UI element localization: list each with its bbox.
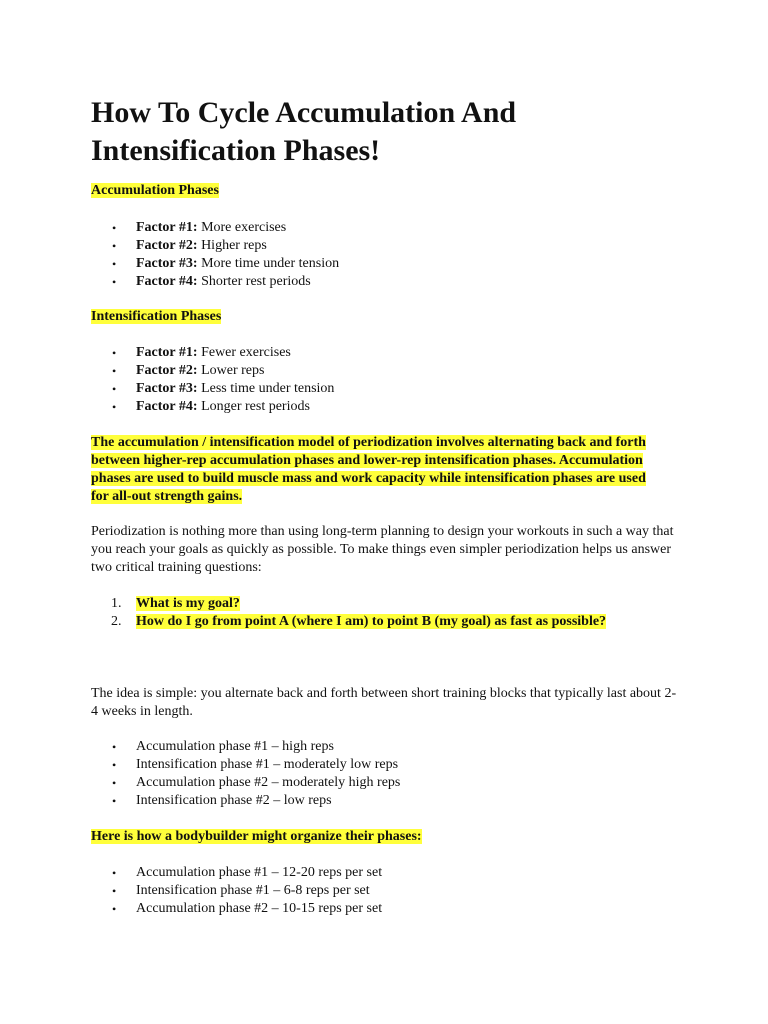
accumulation-heading-text: Accumulation Phases	[91, 183, 219, 198]
question-text: What is my goal?	[136, 596, 240, 611]
bodybuilder-heading	[91, 828, 422, 846]
bullet-icon: •	[112, 740, 117, 754]
bullet-icon: •	[112, 884, 117, 898]
phase-text: Intensification phase #1 – moderately low reps	[136, 757, 399, 772]
summary-paragraph	[91, 434, 651, 506]
phase-text: Accumulation phase #2 – moderately high reps	[136, 775, 401, 790]
factor-text: Higher reps	[201, 238, 267, 253]
list-item	[91, 882, 382, 900]
bullet-icon: •	[112, 275, 117, 289]
periodization-paragraph: Periodization is nothing more than using long-term planning to design your workouts in such a way that you reach your goals as quickly as possible. To make things even simpler periodization helps us answer two critical training questions:	[91, 524, 674, 575]
factor-label: Factor #2:	[136, 363, 198, 378]
bullet-icon: •	[112, 794, 117, 808]
factor-label: Factor #3:	[136, 256, 198, 271]
bodybuilder-heading-text: Here is how a bodybuilder might organize their phases:	[91, 829, 422, 844]
list-number: 1.	[111, 596, 122, 611]
factor-text: Fewer exercises	[201, 345, 291, 360]
phases-list	[91, 738, 400, 810]
phase-text: Intensification phase #2 – low reps	[136, 793, 332, 808]
factor-text: Less time under tension	[201, 381, 335, 396]
factor-label: Factor #1:	[136, 345, 198, 360]
bullet-icon: •	[112, 257, 117, 271]
bullet-icon: •	[112, 239, 117, 253]
list-item	[91, 273, 339, 291]
intensification-factor-list	[91, 344, 334, 416]
bullet-icon: •	[112, 346, 117, 360]
factor-text: Shorter rest periods	[201, 274, 311, 289]
intensification-heading-text: Intensification Phases	[91, 309, 222, 324]
list-item	[91, 792, 400, 810]
list-item	[91, 380, 334, 398]
bullet-icon: •	[112, 758, 117, 772]
accumulation-factor-list	[91, 219, 339, 291]
list-item	[91, 900, 382, 918]
bullet-icon: •	[112, 364, 117, 378]
factor-text: Lower reps	[201, 363, 265, 378]
bullet-icon: •	[112, 400, 117, 414]
bullet-icon: •	[112, 902, 117, 916]
list-item	[91, 756, 400, 774]
factor-text: More time under tension	[201, 256, 340, 271]
list-item	[91, 362, 334, 380]
question-text: How do I go from point A (where I am) to point B (my goal) as fast as possible?	[136, 614, 607, 629]
intensification-heading	[91, 308, 221, 326]
factor-text: More exercises	[201, 220, 287, 235]
list-item	[91, 613, 606, 631]
list-item	[91, 255, 339, 273]
accumulation-heading	[91, 182, 219, 200]
factor-label: Factor #1:	[136, 220, 198, 235]
list-item	[91, 595, 606, 613]
phase-text: Accumulation phase #2 – 10-15 reps per set	[136, 901, 383, 916]
list-number: 2.	[111, 614, 122, 629]
list-item	[91, 774, 400, 792]
bullet-icon: •	[112, 866, 117, 880]
list-item	[91, 237, 339, 255]
list-item	[91, 864, 382, 882]
summary-text: The accumulation / intensification model of periodization involves alternating back and forth between higher-rep accumulation phases and lower-rep intensification phases. Accumulation phases are used to build muscle mass and work capacity while intensification phases are used for all-out strength gains.	[91, 435, 646, 504]
phase-text: Accumulation phase #1 – 12-20 reps per set	[136, 865, 383, 880]
factor-label: Factor #2:	[136, 238, 198, 253]
factor-label: Factor #4:	[136, 274, 198, 289]
list-item	[91, 398, 334, 416]
phase-text: Accumulation phase #1 – high reps	[136, 739, 334, 754]
bullet-icon: •	[112, 776, 117, 790]
bodybuilder-phases-list	[91, 864, 382, 918]
bullet-icon: •	[112, 221, 117, 235]
questions-list	[91, 595, 606, 631]
factor-text: Longer rest periods	[201, 399, 310, 414]
list-item	[91, 344, 334, 362]
list-item	[91, 738, 400, 756]
factor-label: Factor #3:	[136, 381, 198, 396]
bullet-icon: •	[112, 382, 117, 396]
page-title: How To Cycle Accumulation And Intensification Phases!	[91, 96, 517, 167]
phase-text: Intensification phase #1 – 6-8 reps per set	[136, 883, 370, 898]
list-item	[91, 219, 339, 237]
idea-paragraph: The idea is simple: you alternate back and forth between short training blocks that typically last about 2-4 weeks in length.	[91, 686, 677, 719]
factor-label: Factor #4:	[136, 399, 198, 414]
